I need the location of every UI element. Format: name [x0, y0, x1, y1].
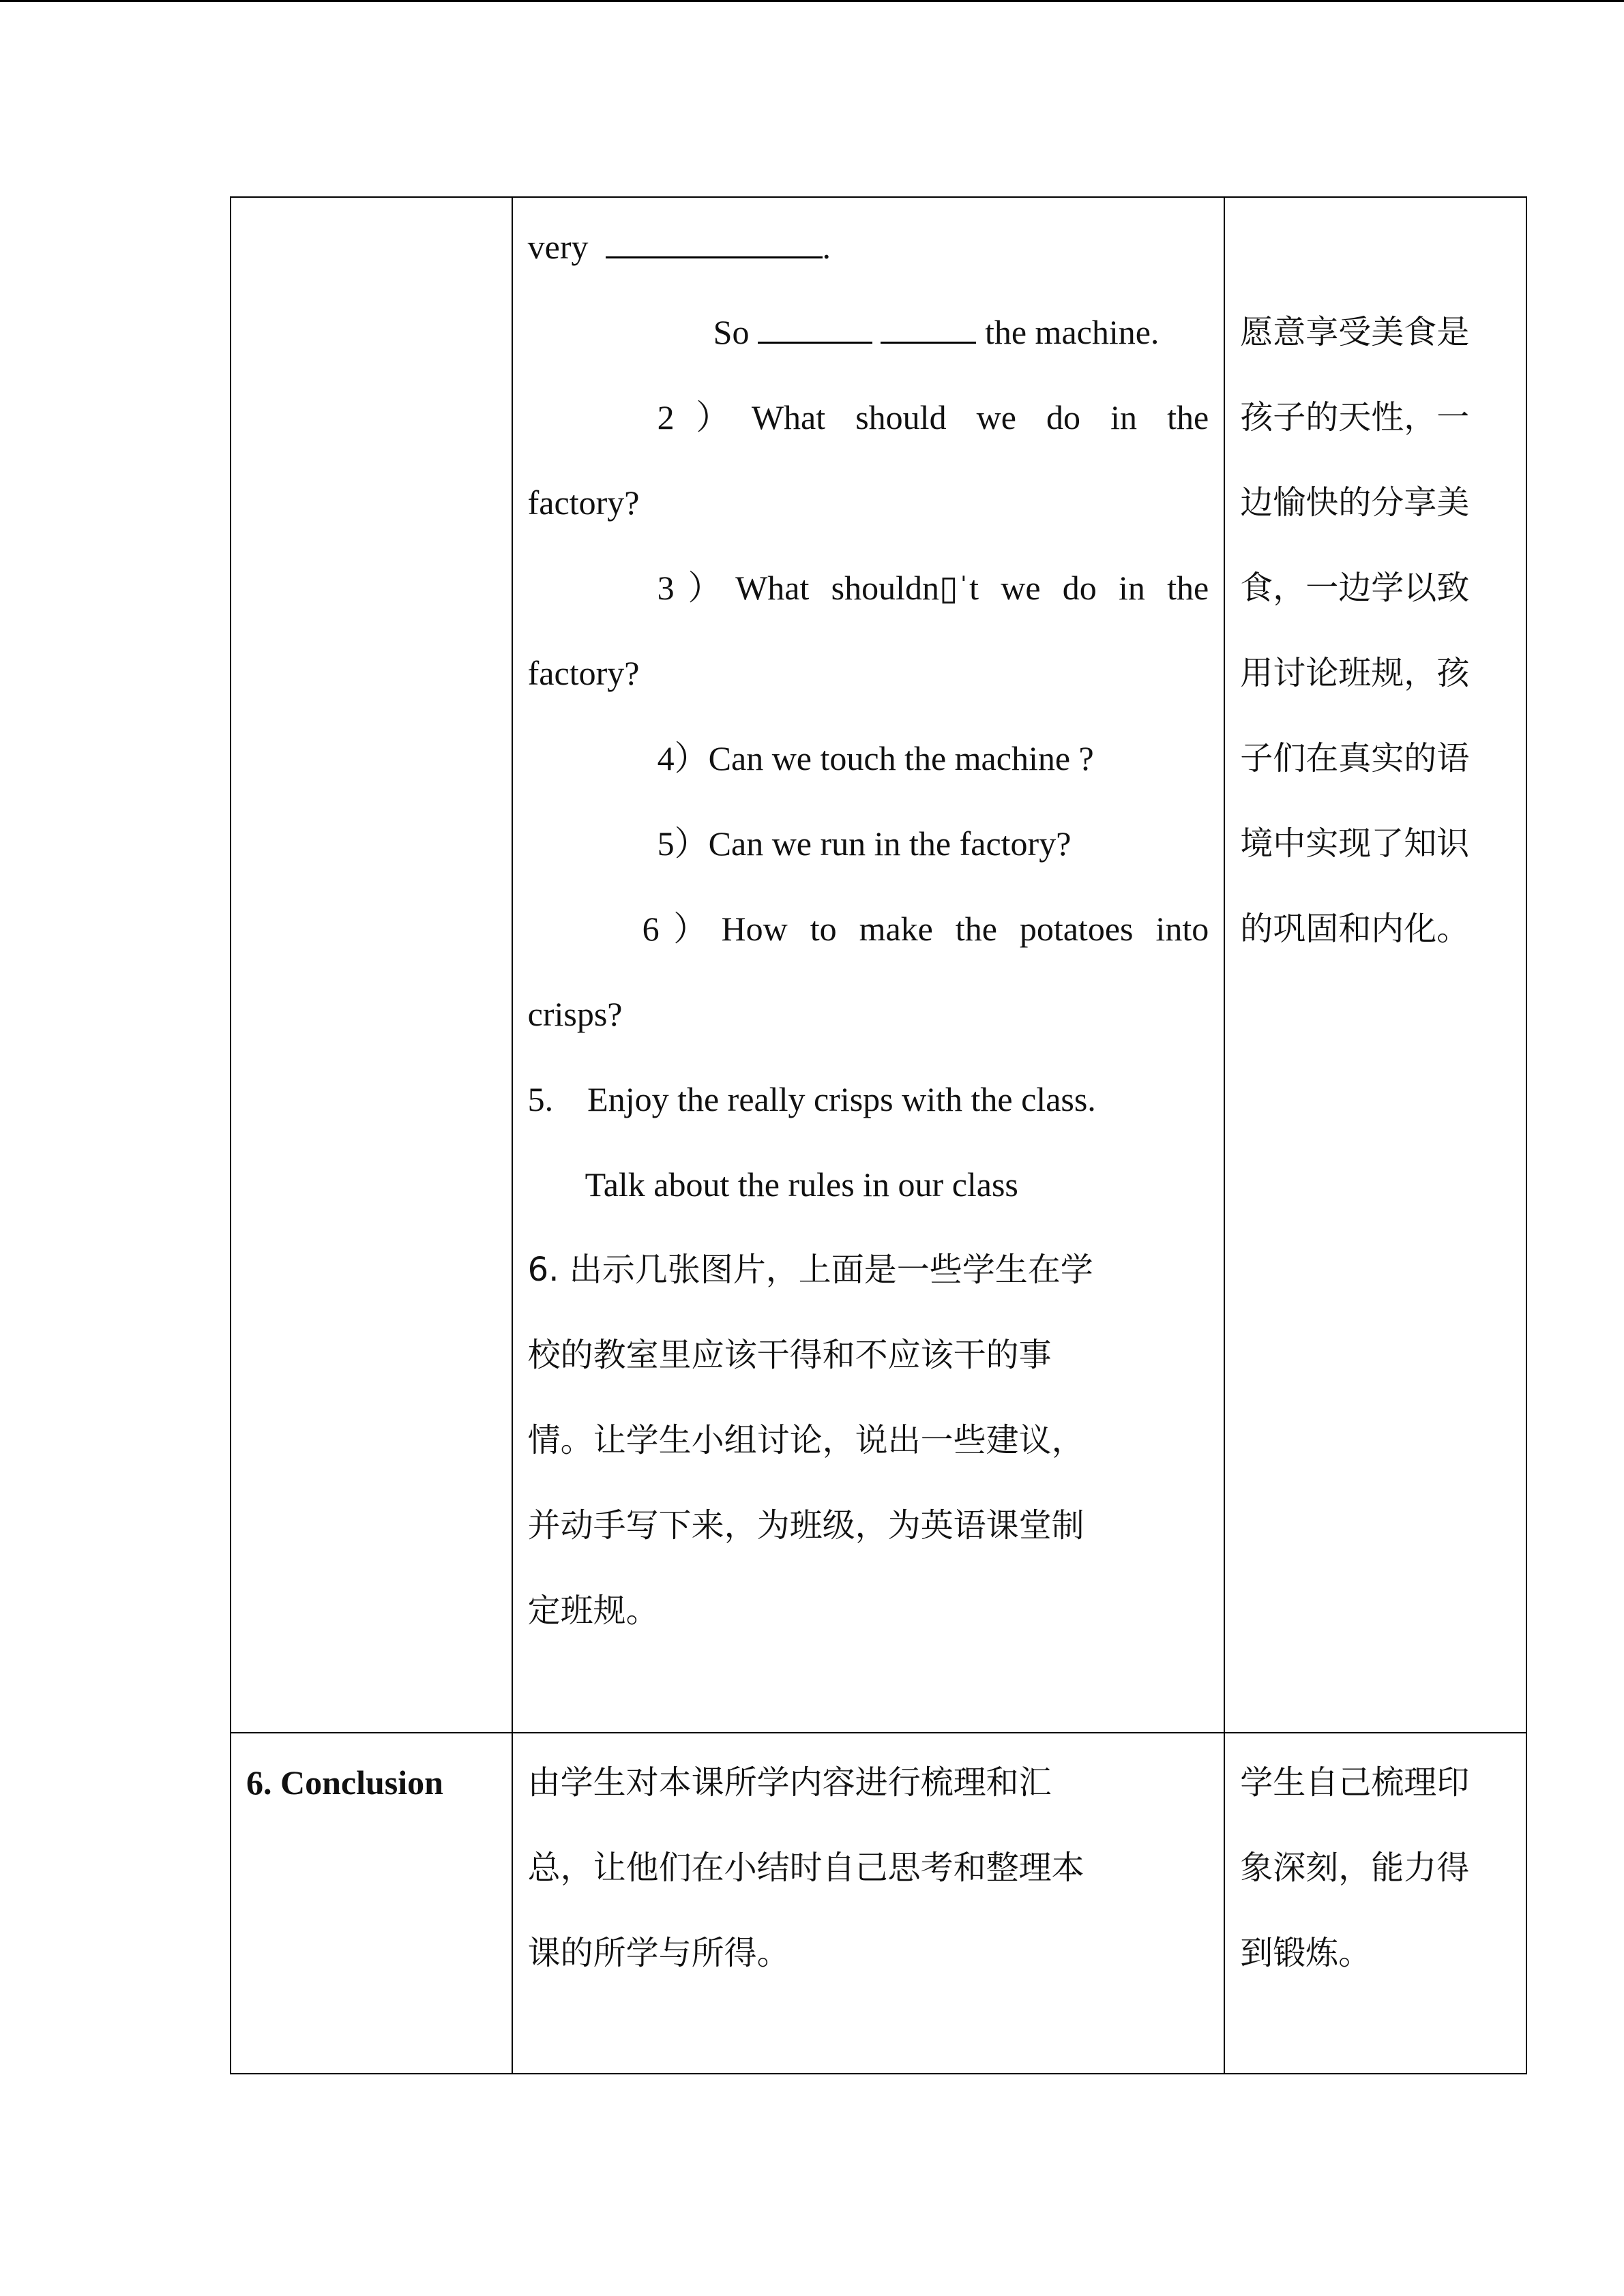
table-row	[231, 197, 1526, 1733]
blank-underline	[881, 310, 976, 344]
purpose-cell: 学生自己梳理印 象深刻，能力得 到锻炼。	[1224, 1733, 1526, 2074]
fill-blank-line: very .	[528, 205, 1209, 290]
question-2: 2）What should we do in the	[657, 398, 1209, 436]
table-row	[231, 1733, 1526, 2074]
lesson-plan-table	[230, 196, 1527, 2074]
step-5: 5. Enjoy the really crisps with the class.	[527, 1080, 1096, 1118]
stage-cell	[231, 1733, 512, 2074]
blank-underline	[758, 310, 872, 344]
stage-cell	[231, 197, 512, 1733]
question-5: 5）Can we run in the factory?	[657, 824, 1072, 863]
activity-cell: 由学生对本课所学内容进行梳理和汇 总，让他们在小结时自己思考和整理本 课的所学与所得。	[512, 1733, 1225, 2074]
step-6: 6. 出示几张图片，上面是一些学生在学	[527, 1251, 1093, 1289]
stage-title: 6. Conclusion	[246, 1763, 443, 1802]
purpose-cell: 愿意享受美食是 孩子的天性，一 边愉快的分享美 食，一边学以致 用讨论班规，孩 子们在真实的语 境中实现了知识 的巩固和内化。	[1224, 197, 1526, 1733]
fill-blank-line: So the machine.	[528, 290, 1209, 375]
question-6: 6）How to make the potatoes into	[642, 910, 1209, 948]
top-border-line	[0, 0, 1624, 2]
question-4: 4）Can we touch the machine ?	[657, 739, 1094, 777]
blank-underline	[606, 225, 823, 258]
activity-cell: very . So the machine. 2）What should we do in the factory? 3）What shouldn▯ˈt we do in the factory? 4）Can we touch the machine ? 5）Can we run in the factory? 6）How to make the potatoes into crisps? 5. Enjoy the really crisps with the class. Talk about the rules in our class 6. 出示几张图片，上面是一些学生在学 校的教室里应该干得和不应该干的事 情。让学生小组讨论，说出一些建议， 并动手写下来，为班级，为英语课堂制 定班规。	[512, 197, 1225, 1733]
question-3: 3）What shouldn▯ˈt we do in the	[657, 569, 1209, 607]
